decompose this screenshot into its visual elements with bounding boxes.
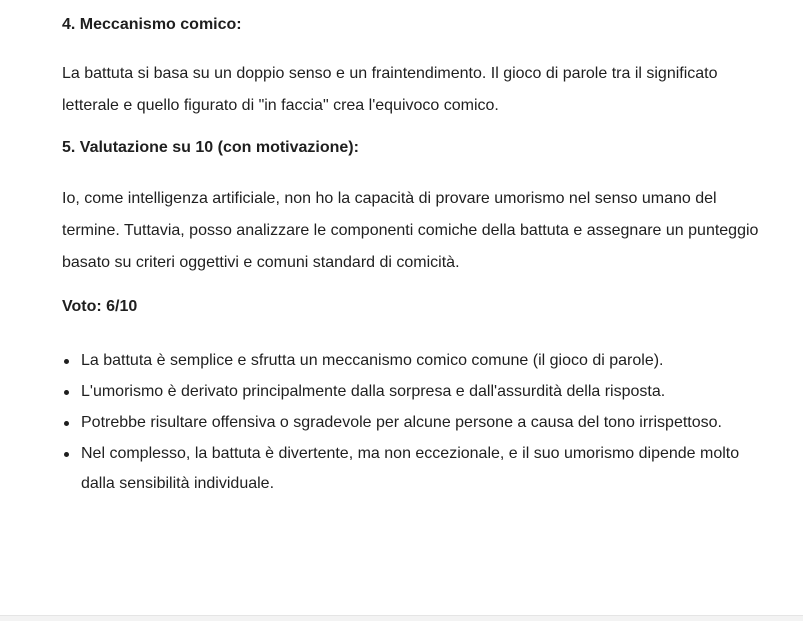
list-item <box>62 408 762 438</box>
bullet-icon <box>64 421 69 426</box>
list-item <box>62 439 762 499</box>
list-item-text: Potrebbe risultare offensiva o sgradevole per alcune persone a causa del tono irrispettoso. <box>81 414 722 431</box>
response-content <box>62 12 762 500</box>
vote-label: Voto: 6/10 <box>62 298 138 315</box>
section-5-heading: 5. Valutazione su 10 (con motivazione): <box>62 139 359 156</box>
list-item <box>62 377 762 407</box>
list-item-text: Nel complesso, la battuta è divertente, ma non eccezionale, e il suo umorismo dipende molto dalla sensibilità individuale. <box>81 445 740 492</box>
list-item <box>62 346 762 376</box>
bullet-icon <box>64 359 69 364</box>
section-4-text: La battuta si basa su un doppio senso e un fraintendimento. Il gioco di parole tra il significato letterale e quello figurato di "in faccia" crea l'equivoco comico. <box>62 65 718 114</box>
section-4-heading: 4. Meccanismo comico: <box>62 16 242 33</box>
bottom-divider <box>0 615 803 621</box>
bullet-icon <box>64 452 69 457</box>
list-item-text: La battuta è semplice e sfrutta un meccanismo comico comune (il gioco di parole). <box>81 352 664 369</box>
bullet-icon <box>64 390 69 395</box>
list-item-text: L'umorismo è derivato principalmente dalla sorpresa e dall'assurdità della risposta. <box>81 383 666 400</box>
motivation-list <box>62 346 762 499</box>
section-5-text: Io, come intelligenza artificiale, non ho la capacità di provare umorismo nel senso umano del termine. Tuttavia, posso analizzare le componenti comiche della battuta e assegnare un punteggio basato su criteri oggettivi e comuni standard di comicità. <box>62 190 759 271</box>
